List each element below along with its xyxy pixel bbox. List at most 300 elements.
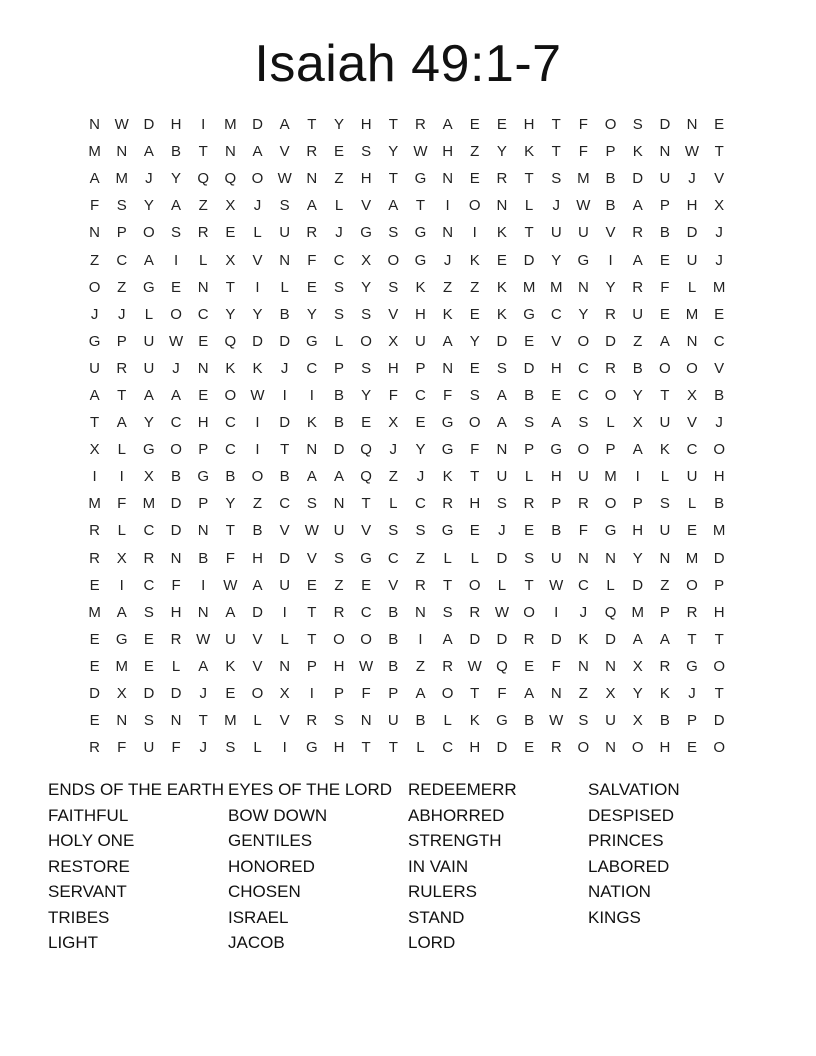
grid-letter[interactable]: Y — [469, 332, 480, 350]
grid-letter[interactable]: L — [443, 549, 452, 567]
grid-letter[interactable]: W — [494, 603, 509, 621]
grid-letter[interactable]: P — [415, 359, 426, 377]
grid-letter[interactable]: G — [143, 278, 155, 296]
grid-letter[interactable]: U — [577, 224, 589, 242]
grid-letter[interactable]: O — [224, 386, 237, 404]
grid-letter[interactable]: V — [252, 657, 263, 675]
grid-letter[interactable]: E — [469, 305, 480, 323]
grid-letter[interactable]: Y — [143, 197, 154, 215]
grid-letter[interactable]: J — [90, 305, 99, 323]
grid-letter[interactable]: G — [604, 522, 617, 540]
grid-letter[interactable]: A — [632, 251, 643, 269]
grid-letter[interactable]: D — [333, 441, 345, 459]
grid-letter[interactable]: V — [361, 522, 372, 540]
grid-letter[interactable]: A — [171, 386, 182, 404]
grid-letter[interactable]: R — [523, 630, 535, 648]
grid-letter[interactable]: A — [225, 603, 236, 621]
grid-letter[interactable]: S — [578, 712, 589, 730]
grid-letter[interactable]: N — [496, 441, 508, 459]
grid-letter[interactable]: I — [255, 414, 260, 432]
grid-letter[interactable]: J — [199, 685, 207, 703]
grid-letter[interactable]: E — [524, 332, 535, 350]
grid-letter[interactable]: Z — [578, 685, 588, 703]
grid-letter[interactable]: Q — [360, 468, 372, 486]
grid-letter[interactable]: U — [659, 170, 671, 188]
grid-letter[interactable]: G — [305, 332, 318, 350]
grid-letter[interactable]: H — [387, 359, 399, 377]
grid-letter[interactable]: E — [714, 116, 725, 134]
grid-letter[interactable]: H — [333, 739, 345, 757]
grid-letter[interactable]: L — [171, 657, 181, 675]
grid-letter[interactable]: C — [333, 251, 345, 269]
grid-letter[interactable]: N — [605, 549, 616, 567]
grid-letter[interactable]: S — [143, 603, 154, 621]
grid-letter[interactable]: E — [659, 251, 670, 269]
grid-letter[interactable]: R — [306, 143, 318, 161]
grid-letter[interactable]: S — [116, 197, 127, 215]
grid-letter[interactable]: Y — [361, 386, 372, 404]
grid-letter[interactable]: I — [119, 468, 124, 486]
grid-letter[interactable]: T — [443, 576, 453, 594]
grid-letter[interactable]: T — [280, 441, 290, 459]
grid-letter[interactable]: S — [496, 495, 507, 513]
grid-letter[interactable]: M — [577, 170, 590, 188]
grid-letter[interactable]: X — [116, 685, 127, 703]
grid-letter[interactable]: E — [469, 359, 480, 377]
grid-letter[interactable]: F — [551, 657, 561, 675]
grid-letter[interactable]: X — [605, 685, 616, 703]
grid-letter[interactable]: S — [415, 522, 426, 540]
grid-letter[interactable]: S — [279, 197, 290, 215]
grid-letter[interactable]: S — [333, 278, 344, 296]
grid-letter[interactable]: U — [550, 549, 562, 567]
grid-letter[interactable]: L — [199, 251, 208, 269]
grid-letter[interactable]: A — [306, 468, 317, 486]
grid-letter[interactable]: K — [524, 143, 535, 161]
grid-letter[interactable]: P — [605, 441, 616, 459]
grid-letter[interactable]: A — [388, 197, 399, 215]
grid-letter[interactable]: Y — [415, 441, 426, 459]
grid-letter[interactable]: L — [253, 712, 262, 730]
grid-letter[interactable]: F — [497, 685, 507, 703]
grid-letter[interactable]: C — [387, 549, 399, 567]
grid-letter[interactable]: N — [415, 603, 426, 621]
grid-letter[interactable]: L — [606, 414, 615, 432]
grid-letter[interactable]: J — [172, 359, 180, 377]
grid-letter[interactable]: R — [577, 495, 589, 513]
grid-letter[interactable]: Y — [333, 116, 344, 134]
grid-letter[interactable]: A — [116, 414, 127, 432]
grid-letter[interactable]: A — [659, 332, 670, 350]
grid-letter[interactable]: N — [442, 170, 454, 188]
grid-letter[interactable]: E — [306, 278, 317, 296]
grid-letter[interactable]: F — [660, 278, 670, 296]
grid-letter[interactable]: R — [496, 170, 508, 188]
grid-letter[interactable]: L — [524, 468, 534, 486]
grid-letter[interactable]: H — [360, 116, 372, 134]
grid-letter[interactable]: T — [198, 712, 208, 730]
grid-letter[interactable]: N — [605, 739, 616, 757]
grid-letter[interactable]: T — [117, 386, 127, 404]
grid-letter[interactable]: G — [143, 441, 155, 459]
grid-letter[interactable]: Y — [225, 305, 236, 323]
grid-letter[interactable]: R — [415, 576, 426, 594]
grid-letter[interactable]: S — [524, 549, 535, 567]
grid-letter[interactable]: D — [279, 414, 291, 432]
grid-letter[interactable]: C — [550, 305, 562, 323]
grid-letter[interactable]: D — [496, 332, 508, 350]
grid-letter[interactable]: T — [415, 197, 426, 215]
grid-letter[interactable]: C — [442, 739, 454, 757]
grid-letter[interactable]: J — [199, 739, 207, 757]
grid-letter[interactable]: K — [659, 685, 670, 703]
grid-letter[interactable]: L — [280, 278, 289, 296]
grid-letter[interactable]: D — [170, 685, 182, 703]
grid-letter[interactable]: X — [632, 414, 643, 432]
grid-letter[interactable]: O — [387, 251, 400, 269]
grid-letter[interactable]: E — [524, 522, 535, 540]
grid-letter[interactable]: S — [361, 143, 372, 161]
grid-letter[interactable]: Y — [632, 549, 643, 567]
grid-letter[interactable]: I — [309, 685, 314, 703]
grid-letter[interactable]: Y — [605, 278, 616, 296]
grid-letter[interactable]: E — [198, 332, 209, 350]
grid-letter[interactable]: H — [686, 197, 698, 215]
grid-letter[interactable]: N — [224, 143, 236, 161]
grid-letter[interactable]: O — [577, 332, 590, 350]
grid-letter[interactable]: K — [632, 143, 643, 161]
grid-letter[interactable]: X — [632, 657, 643, 675]
grid-letter[interactable]: D — [496, 739, 508, 757]
grid-letter[interactable]: P — [687, 712, 698, 730]
grid-letter[interactable]: P — [551, 495, 562, 513]
grid-letter[interactable]: O — [604, 495, 617, 513]
grid-letter[interactable]: W — [196, 630, 211, 648]
grid-letter[interactable]: T — [198, 143, 208, 161]
grid-letter[interactable]: X — [388, 414, 399, 432]
grid-letter[interactable]: X — [225, 197, 236, 215]
grid-letter[interactable]: U — [333, 522, 345, 540]
grid-letter[interactable]: O — [604, 116, 617, 134]
grid-letter[interactable]: V — [279, 522, 290, 540]
grid-letter[interactable]: C — [360, 603, 372, 621]
grid-letter[interactable]: G — [577, 251, 590, 269]
grid-letter[interactable]: B — [198, 549, 209, 567]
grid-letter[interactable]: O — [88, 278, 101, 296]
grid-letter[interactable]: G — [360, 549, 372, 567]
grid-letter[interactable]: C — [224, 414, 236, 432]
grid-letter[interactable]: D — [496, 549, 508, 567]
grid-letter[interactable]: I — [554, 603, 559, 621]
grid-letter[interactable]: U — [632, 305, 644, 323]
grid-letter[interactable]: Y — [306, 305, 317, 323]
grid-letter[interactable]: O — [333, 630, 345, 648]
grid-letter[interactable]: B — [279, 305, 290, 323]
grid-letter[interactable]: A — [496, 386, 507, 404]
grid-letter[interactable]: A — [551, 414, 562, 432]
grid-letter[interactable]: W — [467, 657, 482, 675]
grid-letter[interactable]: I — [255, 278, 260, 296]
grid-letter[interactable]: U — [659, 414, 671, 432]
grid-letter[interactable]: K — [415, 278, 426, 296]
grid-letter[interactable]: S — [225, 739, 236, 757]
grid-letter[interactable]: Y — [252, 305, 263, 323]
grid-letter[interactable]: W — [277, 170, 292, 188]
grid-letter[interactable]: P — [632, 495, 643, 513]
grid-letter[interactable]: R — [469, 603, 481, 621]
grid-letter[interactable]: T — [470, 685, 480, 703]
grid-letter[interactable]: E — [225, 224, 236, 242]
grid-letter[interactable]: Q — [197, 170, 210, 188]
grid-letter[interactable]: R — [306, 712, 318, 730]
grid-letter[interactable]: O — [170, 305, 182, 323]
grid-letter[interactable]: X — [388, 332, 399, 350]
grid-letter[interactable]: E — [551, 386, 562, 404]
grid-letter[interactable]: Y — [496, 143, 507, 161]
grid-letter[interactable]: Q — [224, 170, 237, 188]
grid-letter[interactable]: I — [445, 197, 450, 215]
grid-letter[interactable]: O — [523, 603, 535, 621]
grid-letter[interactable]: B — [252, 522, 263, 540]
grid-letter[interactable]: U — [496, 468, 508, 486]
grid-letter[interactable]: R — [333, 603, 345, 621]
grid-letter[interactable]: W — [304, 522, 319, 540]
grid-letter[interactable]: H — [333, 657, 345, 675]
grid-letter[interactable]: M — [88, 495, 101, 513]
grid-letter[interactable]: E — [659, 305, 670, 323]
grid-letter[interactable]: A — [632, 630, 643, 648]
grid-letter[interactable]: U — [143, 739, 155, 757]
grid-letter[interactable]: C — [116, 251, 128, 269]
grid-letter[interactable]: C — [713, 332, 725, 350]
grid-letter[interactable]: Z — [252, 495, 263, 513]
grid-letter[interactable]: G — [414, 224, 427, 242]
grid-letter[interactable]: E — [469, 116, 480, 134]
grid-letter[interactable]: W — [549, 712, 564, 730]
grid-letter[interactable]: C — [170, 414, 182, 432]
grid-letter[interactable]: O — [604, 386, 617, 404]
grid-letter[interactable]: S — [496, 359, 507, 377]
grid-letter[interactable]: E — [496, 251, 507, 269]
grid-letter[interactable]: Z — [633, 332, 643, 350]
grid-letter[interactable]: R — [197, 224, 209, 242]
grid-letter[interactable]: Z — [470, 143, 480, 161]
grid-letter[interactable]: G — [414, 251, 427, 269]
grid-letter[interactable]: E — [469, 170, 480, 188]
grid-letter[interactable]: U — [143, 359, 155, 377]
grid-letter[interactable]: A — [198, 657, 209, 675]
grid-letter[interactable]: E — [496, 116, 507, 134]
grid-letter[interactable]: G — [441, 414, 454, 432]
grid-letter[interactable]: E — [361, 414, 372, 432]
grid-letter[interactable]: N — [279, 251, 291, 269]
grid-letter[interactable]: W — [223, 576, 238, 594]
grid-letter[interactable]: O — [713, 739, 725, 757]
grid-letter[interactable]: N — [577, 549, 589, 567]
grid-letter[interactable]: O — [251, 170, 264, 188]
grid-letter[interactable]: Z — [415, 657, 426, 675]
grid-letter[interactable]: C — [279, 495, 291, 513]
grid-letter[interactable]: N — [360, 712, 372, 730]
grid-letter[interactable]: Q — [224, 332, 237, 350]
grid-letter[interactable]: E — [89, 630, 100, 648]
grid-letter[interactable]: D — [143, 116, 155, 134]
grid-letter[interactable]: J — [715, 224, 723, 242]
grid-letter[interactable]: T — [361, 739, 371, 757]
grid-letter[interactable]: M — [712, 278, 726, 296]
grid-letter[interactable]: N — [116, 712, 128, 730]
grid-letter[interactable]: O — [577, 739, 590, 757]
grid-letter[interactable]: J — [552, 197, 560, 215]
grid-letter[interactable]: X — [89, 441, 100, 459]
grid-letter[interactable]: Y — [171, 170, 182, 188]
grid-letter[interactable]: G — [686, 657, 698, 675]
grid-letter[interactable]: W — [114, 116, 129, 134]
grid-letter[interactable]: D — [469, 630, 481, 648]
grid-letter[interactable]: H — [197, 414, 209, 432]
grid-letter[interactable]: T — [714, 630, 724, 648]
grid-letter[interactable]: R — [659, 657, 671, 675]
grid-letter[interactable]: R — [170, 630, 182, 648]
grid-letter[interactable]: I — [119, 576, 124, 594]
grid-letter[interactable]: M — [631, 603, 644, 621]
grid-letter[interactable]: G — [305, 739, 318, 757]
grid-letter[interactable]: V — [605, 224, 616, 242]
grid-letter[interactable]: I — [201, 576, 206, 594]
grid-letter[interactable]: N — [686, 116, 698, 134]
grid-letter[interactable]: N — [496, 197, 508, 215]
grid-letter[interactable]: B — [225, 468, 236, 486]
grid-letter[interactable]: E — [143, 630, 154, 648]
grid-letter[interactable]: L — [389, 495, 398, 513]
grid-letter[interactable]: S — [578, 414, 589, 432]
grid-letter[interactable]: W — [168, 332, 184, 350]
grid-letter[interactable]: J — [688, 170, 696, 188]
grid-letter[interactable]: J — [715, 251, 723, 269]
grid-letter[interactable]: R — [442, 657, 454, 675]
grid-letter[interactable]: B — [659, 712, 670, 730]
grid-letter[interactable]: S — [469, 386, 480, 404]
grid-letter[interactable]: F — [578, 143, 588, 161]
grid-letter[interactable]: A — [171, 197, 182, 215]
grid-letter[interactable]: Z — [660, 576, 670, 594]
grid-letter[interactable]: C — [143, 522, 155, 540]
grid-letter[interactable]: V — [551, 332, 562, 350]
grid-letter[interactable]: U — [659, 522, 671, 540]
grid-letter[interactable]: S — [361, 359, 372, 377]
grid-letter[interactable]: L — [416, 739, 425, 757]
grid-letter[interactable]: F — [307, 251, 317, 269]
grid-letter[interactable]: R — [632, 278, 644, 296]
grid-letter[interactable]: X — [143, 468, 154, 486]
grid-letter[interactable]: I — [635, 468, 640, 486]
grid-letter[interactable]: O — [468, 414, 481, 432]
grid-letter[interactable]: I — [418, 630, 423, 648]
grid-letter[interactable]: B — [524, 712, 535, 730]
grid-letter[interactable]: U — [686, 468, 698, 486]
grid-letter[interactable]: D — [550, 630, 562, 648]
grid-letter[interactable]: H — [550, 468, 562, 486]
grid-letter[interactable]: B — [714, 386, 725, 404]
grid-letter[interactable]: R — [89, 522, 100, 540]
grid-letter[interactable]: W — [250, 386, 265, 404]
grid-letter[interactable]: N — [659, 549, 671, 567]
grid-letter[interactable]: N — [170, 712, 182, 730]
grid-letter[interactable]: Y — [632, 386, 643, 404]
grid-letter[interactable]: W — [576, 197, 591, 215]
grid-letter[interactable]: R — [89, 549, 100, 567]
grid-letter[interactable]: B — [388, 630, 399, 648]
grid-letter[interactable]: R — [442, 495, 454, 513]
grid-letter[interactable]: T — [524, 170, 534, 188]
grid-letter[interactable]: N — [333, 495, 345, 513]
grid-letter[interactable]: N — [89, 116, 100, 134]
grid-letter[interactable]: A — [279, 116, 290, 134]
grid-letter[interactable]: T — [714, 685, 724, 703]
grid-letter[interactable]: M — [522, 278, 536, 296]
grid-letter[interactable]: Z — [388, 468, 398, 486]
grid-letter[interactable]: U — [387, 712, 399, 730]
grid-letter[interactable]: D — [252, 603, 263, 621]
grid-letter[interactable]: O — [143, 224, 155, 242]
grid-letter[interactable]: C — [577, 359, 589, 377]
grid-letter[interactable]: J — [253, 197, 262, 215]
grid-letter[interactable]: Y — [578, 305, 589, 323]
grid-letter[interactable]: R — [143, 549, 155, 567]
grid-letter[interactable]: I — [282, 739, 287, 757]
grid-letter[interactable]: K — [252, 359, 263, 377]
grid-letter[interactable]: P — [116, 224, 127, 242]
grid-letter[interactable]: F — [171, 739, 181, 757]
grid-letter[interactable]: V — [388, 305, 399, 323]
grid-letter[interactable]: X — [279, 685, 290, 703]
grid-letter[interactable]: B — [333, 414, 344, 432]
grid-letter[interactable]: L — [470, 549, 479, 567]
grid-letter[interactable]: L — [253, 739, 262, 757]
grid-letter[interactable]: S — [333, 549, 344, 567]
grid-letter[interactable]: R — [550, 739, 562, 757]
grid-letter[interactable]: F — [578, 116, 588, 134]
grid-letter[interactable]: O — [631, 739, 644, 757]
grid-letter[interactable]: S — [551, 170, 562, 188]
grid-letter[interactable]: E — [687, 522, 698, 540]
grid-letter[interactable]: T — [89, 414, 100, 432]
grid-letter[interactable]: E — [361, 576, 372, 594]
grid-letter[interactable]: M — [685, 549, 699, 567]
grid-letter[interactable]: C — [577, 576, 589, 594]
grid-letter[interactable]: L — [687, 278, 697, 296]
grid-letter[interactable]: O — [251, 468, 264, 486]
grid-letter[interactable]: S — [388, 224, 399, 242]
grid-letter[interactable]: C — [197, 305, 209, 323]
grid-letter[interactable]: E — [714, 305, 725, 323]
grid-letter[interactable]: J — [715, 414, 723, 432]
grid-letter[interactable]: P — [198, 495, 209, 513]
grid-letter[interactable]: B — [551, 522, 562, 540]
grid-letter[interactable]: E — [524, 739, 535, 757]
grid-letter[interactable]: K — [306, 414, 317, 432]
grid-letter[interactable]: A — [252, 143, 263, 161]
grid-letter[interactable]: U — [605, 712, 616, 730]
grid-letter[interactable]: H — [469, 739, 481, 757]
grid-letter[interactable]: O — [360, 630, 372, 648]
grid-letter[interactable]: M — [88, 143, 101, 161]
grid-letter[interactable]: H — [360, 170, 372, 188]
grid-letter[interactable]: X — [714, 197, 725, 215]
grid-letter[interactable]: O — [468, 576, 481, 594]
grid-letter[interactable]: L — [117, 522, 126, 540]
grid-letter[interactable]: D — [170, 522, 182, 540]
